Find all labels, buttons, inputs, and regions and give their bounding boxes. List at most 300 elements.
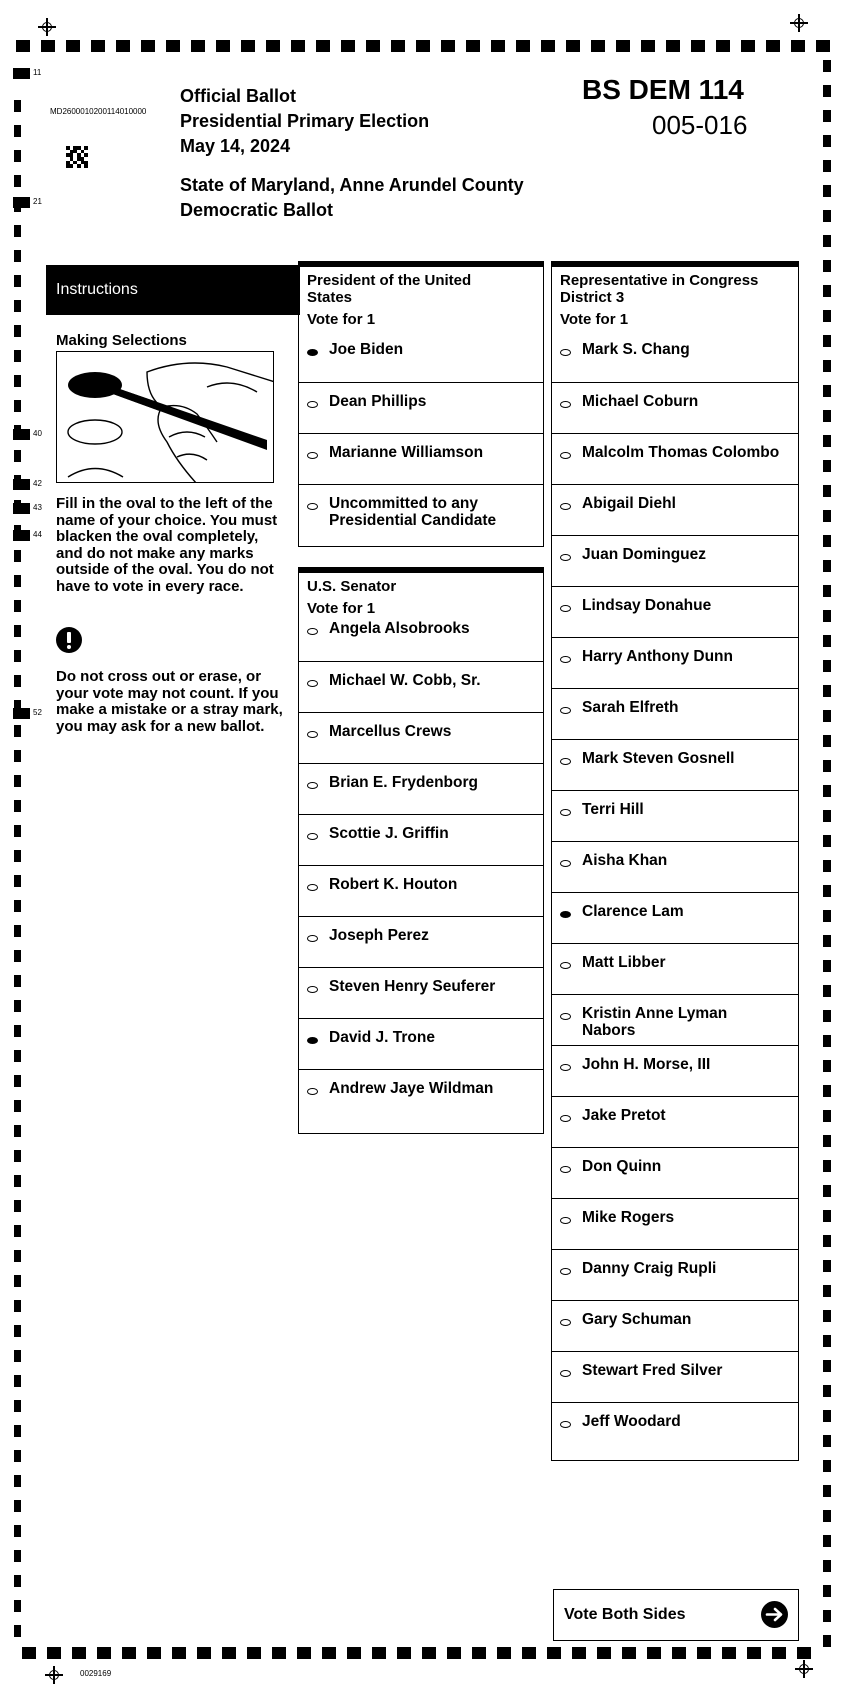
timing-mark: [541, 40, 555, 52]
candidate-name: Lindsay Donahue: [582, 597, 712, 614]
candidate-row[interactable]: [552, 892, 798, 943]
timing-mark: [823, 910, 831, 922]
candidate-row[interactable]: [552, 943, 798, 994]
timing-mark-40: [13, 429, 30, 440]
candidate-name: Malcolm Thomas Colombo: [582, 444, 780, 461]
timing-mark: [823, 735, 831, 747]
timing-mark: [391, 40, 405, 52]
timing-mark: [41, 40, 55, 52]
timing-mark: [823, 710, 831, 722]
timing-mark: [823, 810, 831, 822]
header-election-name: Presidential Primary Election: [180, 111, 430, 131]
timing-mark: [672, 1647, 686, 1659]
timing-mark: [14, 975, 21, 987]
timing-mark: [372, 1647, 386, 1659]
candidate-row[interactable]: [299, 916, 543, 967]
selection-oval[interactable]: [560, 452, 571, 459]
candidate-row[interactable]: [552, 1249, 798, 1300]
timing-mark: [166, 40, 180, 52]
timing-mark: [14, 550, 21, 562]
candidate-row[interactable]: [299, 1069, 543, 1120]
timing-label-44: 44: [33, 530, 42, 539]
registration-mark-top-right: [790, 14, 808, 32]
timing-mark: [823, 1285, 831, 1297]
timing-mark: [791, 40, 805, 52]
candidate-row[interactable]: [299, 763, 543, 814]
timing-mark: [14, 1300, 21, 1312]
timing-mark: [823, 860, 831, 872]
timing-mark: [22, 1647, 36, 1659]
timing-mark: [823, 360, 831, 372]
timing-mark: [14, 625, 21, 637]
timing-mark: [823, 610, 831, 622]
selection-oval[interactable]: [560, 349, 571, 356]
timing-mark: [647, 1647, 661, 1659]
timing-mark: [823, 1635, 831, 1647]
selection-oval[interactable]: [307, 628, 318, 635]
selection-oval[interactable]: [307, 1088, 318, 1095]
timing-mark: [823, 410, 831, 422]
registration-mark-bottom-right: [795, 1660, 813, 1678]
candidate-row[interactable]: [552, 1402, 798, 1453]
timing-mark: [14, 1575, 21, 1587]
timing-mark: [14, 1550, 21, 1562]
timing-mark: [823, 1235, 831, 1247]
timing-mark: [14, 575, 21, 587]
selection-oval[interactable]: [307, 935, 318, 942]
instructions-heading: Instructions: [56, 281, 138, 298]
timing-mark: [72, 1647, 86, 1659]
timing-mark: [14, 100, 21, 112]
timing-mark: [823, 435, 831, 447]
selection-oval[interactable]: [307, 680, 318, 687]
timing-mark: [823, 1210, 831, 1222]
timing-mark-52: [13, 708, 30, 719]
timing-mark: [823, 1060, 831, 1072]
timing-mark: [14, 1500, 21, 1512]
ballot-id-text: MD2600010200114010000: [50, 107, 147, 116]
selection-oval[interactable]: [307, 782, 318, 789]
timing-mark: [823, 185, 831, 197]
timing-mark: [297, 1647, 311, 1659]
candidate-row[interactable]: [552, 1300, 798, 1351]
timing-mark: [14, 1450, 21, 1462]
timing-mark: [741, 40, 755, 52]
ballot-style-code: BS DEM 114: [582, 74, 744, 105]
selection-oval[interactable]: [307, 503, 318, 510]
timing-mark: [797, 1647, 811, 1659]
timing-mark: [14, 850, 21, 862]
timing-mark: [14, 375, 21, 387]
selection-oval[interactable]: [560, 554, 571, 561]
selection-oval[interactable]: [560, 605, 571, 612]
selection-oval[interactable]: [307, 401, 318, 408]
candidate-row[interactable]: [552, 1096, 798, 1147]
timing-label-52: 52: [33, 708, 42, 717]
timing-mark: [547, 1647, 561, 1659]
timing-mark: [823, 460, 831, 472]
timing-label-11: 11: [33, 68, 42, 77]
timing-mark: [823, 1360, 831, 1372]
selection-oval[interactable]: [307, 986, 318, 993]
timing-mark: [772, 1647, 786, 1659]
exclamation-icon: [56, 627, 82, 653]
warning-instructions: Do not cross out or erase, or your vote may not count. If you make a mistake or a stray mark, you may ask for a new ballot.: [56, 668, 283, 735]
candidate-name: Harry Anthony Dunn: [582, 648, 733, 665]
timing-mark: [823, 935, 831, 947]
timing-mark: [823, 760, 831, 772]
timing-mark: [14, 925, 21, 937]
timing-marks-bottom: [0, 1647, 853, 1661]
timing-mark: [222, 1647, 236, 1659]
timing-mark: [472, 1647, 486, 1659]
candidate-row[interactable]: [299, 967, 543, 1018]
candidate-row[interactable]: [552, 433, 798, 484]
timing-mark: [823, 510, 831, 522]
timing-mark: [747, 1647, 761, 1659]
selection-oval[interactable]: [307, 731, 318, 738]
timing-mark: [14, 1000, 21, 1012]
timing-mark: [823, 835, 831, 847]
timing-mark: [14, 1100, 21, 1112]
timing-mark: [97, 1647, 111, 1659]
timing-mark: [14, 825, 21, 837]
timing-mark: [322, 1647, 336, 1659]
header-jurisdiction: State of Maryland, Anne Arundel County: [180, 175, 524, 195]
timing-mark: [147, 1647, 161, 1659]
timing-mark: [14, 600, 21, 612]
timing-mark: [823, 1460, 831, 1472]
timing-mark: [14, 225, 21, 237]
timing-mark: [697, 1647, 711, 1659]
arrow-right-icon: [761, 1601, 788, 1628]
candidate-row[interactable]: [552, 1147, 798, 1198]
timing-mark: [14, 400, 21, 412]
timing-mark: [823, 1560, 831, 1572]
selection-oval[interactable]: [560, 1370, 571, 1377]
candidate-name: Angela Alsobrooks: [329, 620, 470, 637]
selection-oval[interactable]: [560, 1421, 571, 1428]
vote-for-label: Vote for 1: [307, 311, 376, 328]
instructions-heading-bar: [46, 265, 300, 315]
timing-mark: [566, 40, 580, 52]
timing-mark: [766, 40, 780, 52]
candidate-name: Gary Schuman: [582, 1311, 692, 1328]
candidate-row[interactable]: [552, 1198, 798, 1249]
candidate-row[interactable]: [552, 586, 798, 637]
candidate-name: Brian E. Frydenborg: [329, 774, 478, 791]
timing-mark: [823, 110, 831, 122]
candidate-row[interactable]: [299, 433, 543, 484]
header-official-ballot: Official Ballot: [180, 86, 297, 106]
candidate-row[interactable]: [299, 382, 543, 433]
candidate-row[interactable]: [552, 790, 798, 841]
candidate-row[interactable]: [552, 484, 798, 535]
timing-mark: [14, 875, 21, 887]
timing-mark: [216, 40, 230, 52]
timing-mark: [191, 40, 205, 52]
timing-mark: [497, 1647, 511, 1659]
timing-mark: [447, 1647, 461, 1659]
candidate-name: Sarah Elfreth: [582, 699, 679, 716]
timing-mark: [272, 1647, 286, 1659]
timing-mark: [14, 1525, 21, 1537]
selection-oval[interactable]: [560, 809, 571, 816]
candidate-name: Joe Biden: [329, 341, 404, 358]
contest-congress-district-3: [551, 261, 799, 1461]
candidate-row[interactable]: [299, 712, 543, 763]
timing-mark: [14, 275, 21, 287]
timing-mark: [172, 1647, 186, 1659]
candidate-name: Marianne Williamson: [329, 444, 484, 461]
timing-mark: [14, 1425, 21, 1437]
timing-mark: [14, 1375, 21, 1387]
candidate-name: Stewart Fred Silver: [582, 1362, 723, 1379]
timing-mark: [341, 40, 355, 52]
selection-oval[interactable]: [307, 452, 318, 459]
candidate-row[interactable]: [299, 814, 543, 865]
timing-mark: [823, 635, 831, 647]
candidate-name: Jake Pretot: [582, 1107, 666, 1124]
timing-mark: [14, 1275, 21, 1287]
timing-mark: [823, 260, 831, 272]
timing-label-40: 40: [33, 429, 42, 438]
candidate-row[interactable]: [299, 1018, 543, 1069]
timing-mark: [823, 785, 831, 797]
qr-code-icon: [66, 146, 88, 168]
selection-oval[interactable]: [560, 1268, 571, 1275]
timing-mark: [14, 950, 21, 962]
timing-mark: [823, 1335, 831, 1347]
timing-mark-21: [13, 197, 30, 208]
timing-mark: [14, 250, 21, 262]
contest-title: Representative in Congress District 3: [560, 272, 759, 306]
timing-mark: [823, 385, 831, 397]
timing-mark: [14, 775, 21, 787]
candidate-row[interactable]: [552, 637, 798, 688]
candidate-row[interactable]: [552, 1045, 798, 1096]
header-party-ballot: Democratic Ballot: [180, 200, 334, 220]
candidate-name: Mark Steven Gosnell: [582, 750, 735, 767]
contest-us-senator: [298, 567, 544, 1134]
making-selections-heading: Making Selections: [56, 332, 187, 349]
timing-label-21: 21: [33, 197, 42, 206]
selection-oval[interactable]: [560, 1013, 571, 1020]
selection-oval[interactable]: [560, 401, 571, 408]
timing-mark: [14, 150, 21, 162]
vote-both-sides-label: Vote Both Sides: [564, 1606, 686, 1623]
timing-mark: [823, 1135, 831, 1147]
contest-president: [298, 261, 544, 547]
timing-mark: [823, 535, 831, 547]
candidate-name: Terri Hill: [582, 801, 644, 818]
timing-mark: [591, 40, 605, 52]
candidate-name: Kristin Anne Lyman Nabors: [582, 1005, 728, 1039]
footer-serial: 0029169: [80, 1669, 112, 1678]
candidate-row[interactable]: [552, 739, 798, 790]
timing-mark: [823, 1260, 831, 1272]
timing-mark: [823, 660, 831, 672]
timing-mark: [14, 1200, 21, 1212]
candidate-row[interactable]: [552, 535, 798, 586]
timing-mark: [823, 960, 831, 972]
selection-oval[interactable]: [560, 911, 571, 918]
selection-oval[interactable]: [560, 707, 571, 714]
timing-mark: [14, 125, 21, 137]
timing-mark: [572, 1647, 586, 1659]
timing-mark: [397, 1647, 411, 1659]
timing-mark: [823, 135, 831, 147]
timing-mark: [716, 40, 730, 52]
timing-mark: [823, 85, 831, 97]
vote-both-sides-box: [553, 1589, 799, 1641]
timing-mark-44: [13, 530, 30, 541]
timing-mark: [422, 1647, 436, 1659]
timing-mark: [14, 1625, 21, 1637]
candidate-name: Juan Dominguez: [582, 546, 707, 563]
candidate-name: Aisha Khan: [582, 852, 668, 869]
candidate-row[interactable]: [299, 865, 543, 916]
selection-oval[interactable]: [307, 349, 318, 356]
timing-mark: [622, 1647, 636, 1659]
candidate-row[interactable]: [552, 382, 798, 433]
timing-mark: [823, 585, 831, 597]
selection-oval[interactable]: [560, 860, 571, 867]
timing-mark: [823, 1510, 831, 1522]
candidate-row[interactable]: [552, 1351, 798, 1402]
vote-for-label: Vote for 1: [307, 600, 376, 617]
selection-oval[interactable]: [560, 1166, 571, 1173]
timing-mark: [823, 1410, 831, 1422]
fill-oval-instructions: Fill in the oval to the left of the name of your choice. You must blacken the oval completely, and do not make any marks outside of the oval. You do not have to vote in every race.: [56, 495, 278, 595]
timing-mark: [516, 40, 530, 52]
timing-mark: [14, 900, 21, 912]
timing-mark: [823, 1485, 831, 1497]
timing-mark: [14, 450, 21, 462]
timing-mark-43: [13, 503, 30, 514]
selection-oval[interactable]: [560, 503, 571, 510]
timing-mark: [14, 1475, 21, 1487]
candidate-name: Don Quinn: [582, 1158, 662, 1175]
selection-oval[interactable]: [560, 1217, 571, 1224]
selection-oval[interactable]: [560, 962, 571, 969]
timing-mark: [197, 1647, 211, 1659]
timing-mark: [14, 1075, 21, 1087]
candidate-name: Jeff Woodard: [582, 1413, 681, 1430]
timing-mark: [14, 1325, 21, 1337]
timing-label-42: 42: [33, 479, 42, 488]
timing-marks-right: [823, 60, 835, 1640]
timing-mark: [823, 1160, 831, 1172]
timing-mark: [316, 40, 330, 52]
timing-mark: [14, 1125, 21, 1137]
candidate-name: Joseph Perez: [329, 927, 429, 944]
timing-mark: [823, 1435, 831, 1447]
timing-mark-42: [13, 479, 30, 490]
timing-mark: [823, 335, 831, 347]
timing-mark: [266, 40, 280, 52]
candidate-name: Clarence Lam: [582, 903, 684, 920]
timing-mark: [141, 40, 155, 52]
registration-mark-bottom-left: [45, 1666, 63, 1684]
timing-mark: [597, 1647, 611, 1659]
timing-mark: [66, 40, 80, 52]
timing-mark: [823, 1110, 831, 1122]
candidate-row[interactable]: [299, 610, 543, 661]
timing-mark: [14, 1025, 21, 1037]
timing-mark: [823, 1185, 831, 1197]
timing-mark: [691, 40, 705, 52]
header-election-date: May 14, 2024: [180, 136, 291, 156]
timing-label-43: 43: [33, 503, 42, 512]
timing-mark-11: [13, 68, 30, 79]
selection-oval[interactable]: [560, 1115, 571, 1122]
timing-mark: [247, 1647, 261, 1659]
timing-mark: [816, 40, 830, 52]
selection-oval[interactable]: [560, 1319, 571, 1326]
timing-mark: [14, 325, 21, 337]
timing-mark: [14, 1225, 21, 1237]
timing-mark: [14, 650, 21, 662]
contest-title: President of the United States: [307, 272, 472, 306]
timing-mark: [347, 1647, 361, 1659]
candidate-name: Michael Coburn: [582, 393, 699, 410]
candidate-name: Marcellus Crews: [329, 723, 452, 740]
timing-mark: [14, 1400, 21, 1412]
instruction-illustration: [56, 351, 274, 483]
timing-mark: [14, 175, 21, 187]
timing-mark: [122, 1647, 136, 1659]
timing-mark: [823, 885, 831, 897]
selection-oval[interactable]: [307, 833, 318, 840]
candidate-row[interactable]: [299, 661, 543, 712]
timing-mark: [823, 485, 831, 497]
selection-oval[interactable]: [560, 758, 571, 765]
timing-marks-top: [0, 40, 853, 54]
timing-mark: [47, 1647, 61, 1659]
candidate-name: Mike Rogers: [582, 1209, 675, 1226]
selection-oval[interactable]: [307, 884, 318, 891]
candidate-row[interactable]: [552, 688, 798, 739]
timing-mark: [441, 40, 455, 52]
candidate-row[interactable]: [552, 841, 798, 892]
timing-mark: [823, 985, 831, 997]
candidate-name: Dean Phillips: [329, 393, 427, 410]
registration-mark-top-left: [38, 18, 56, 36]
selection-oval[interactable]: [560, 1064, 571, 1071]
timing-mark: [616, 40, 630, 52]
candidate-row[interactable]: [299, 484, 543, 535]
timing-mark: [14, 1150, 21, 1162]
candidate-row[interactable]: [552, 994, 798, 1045]
candidate-row[interactable]: [552, 331, 798, 382]
candidate-name: Steven Henry Seuferer: [329, 978, 496, 995]
timing-mark: [91, 40, 105, 52]
timing-mark: [14, 350, 21, 362]
timing-mark: [14, 1175, 21, 1187]
selection-oval[interactable]: [560, 656, 571, 663]
timing-mark: [16, 40, 30, 52]
timing-mark: [522, 1647, 536, 1659]
timing-mark: [823, 1535, 831, 1547]
candidate-row[interactable]: [299, 331, 543, 382]
timing-mark: [666, 40, 680, 52]
timing-mark: [14, 1250, 21, 1262]
timing-mark: [722, 1647, 736, 1659]
timing-mark: [823, 210, 831, 222]
selection-oval[interactable]: [307, 1037, 318, 1044]
timing-mark: [14, 750, 21, 762]
